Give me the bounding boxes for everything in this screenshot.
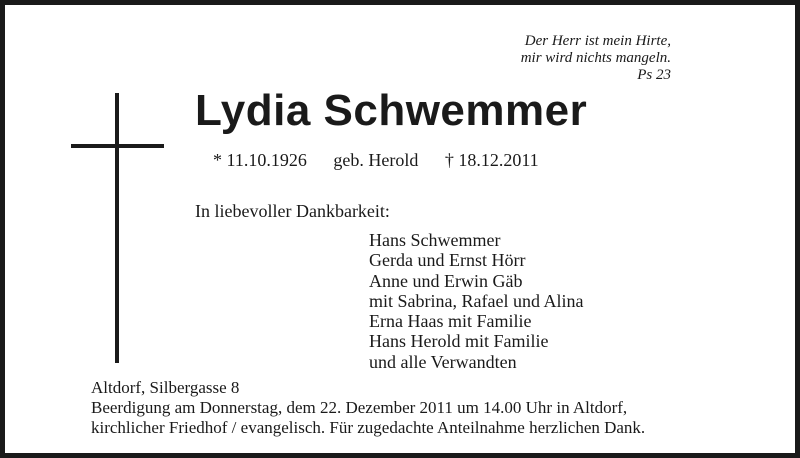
funeral-info (91, 398, 645, 438)
mourners-list (369, 230, 583, 372)
mourner-item: Erna Haas mit Familie (369, 311, 532, 332)
thanks-line: In liebevoller Dankbarkeit: (195, 201, 390, 221)
address: Altdorf, Silbergasse 8 (91, 378, 240, 397)
mourner-item: Hans Herold mit Familie (369, 331, 549, 352)
mourner-item: Hans Schwemmer (369, 230, 501, 250)
life-dates (213, 149, 561, 171)
cross-vertical-bar (115, 93, 119, 363)
maiden-name: geb. Herold (333, 150, 419, 170)
deceased-name: Lydia Schwemmer (195, 86, 588, 135)
bible-verse (521, 33, 671, 84)
mourner-item: Anne und Erwin Gäb (369, 270, 523, 291)
verse-line-2: mir wird nichts mangeln. (520, 50, 671, 66)
death-date: † 18.12.2011 (444, 150, 539, 170)
birth-date: * 11.10.1926 (213, 150, 307, 170)
cross-horizontal-bar (71, 144, 164, 148)
mourner-item: Gerda und Ernst Hörr (369, 250, 526, 271)
verse-reference: Ps 23 (637, 67, 671, 83)
funeral-line-1: Beerdigung am Donnerstag, dem 22. Dezember 2011 um 14.00 Uhr in Altdorf, (91, 398, 628, 417)
mourner-item: mit Sabrina, Rafael und Alina (369, 290, 584, 311)
verse-line-1: Der Herr ist mein Hirte, (524, 33, 671, 49)
funeral-line-2: kirchlicher Friedhof / evangelisch. Für zugedachte Anteilnahme herzlichen Dank. (91, 418, 646, 437)
mourner-item: und alle Verwandten (369, 351, 517, 372)
